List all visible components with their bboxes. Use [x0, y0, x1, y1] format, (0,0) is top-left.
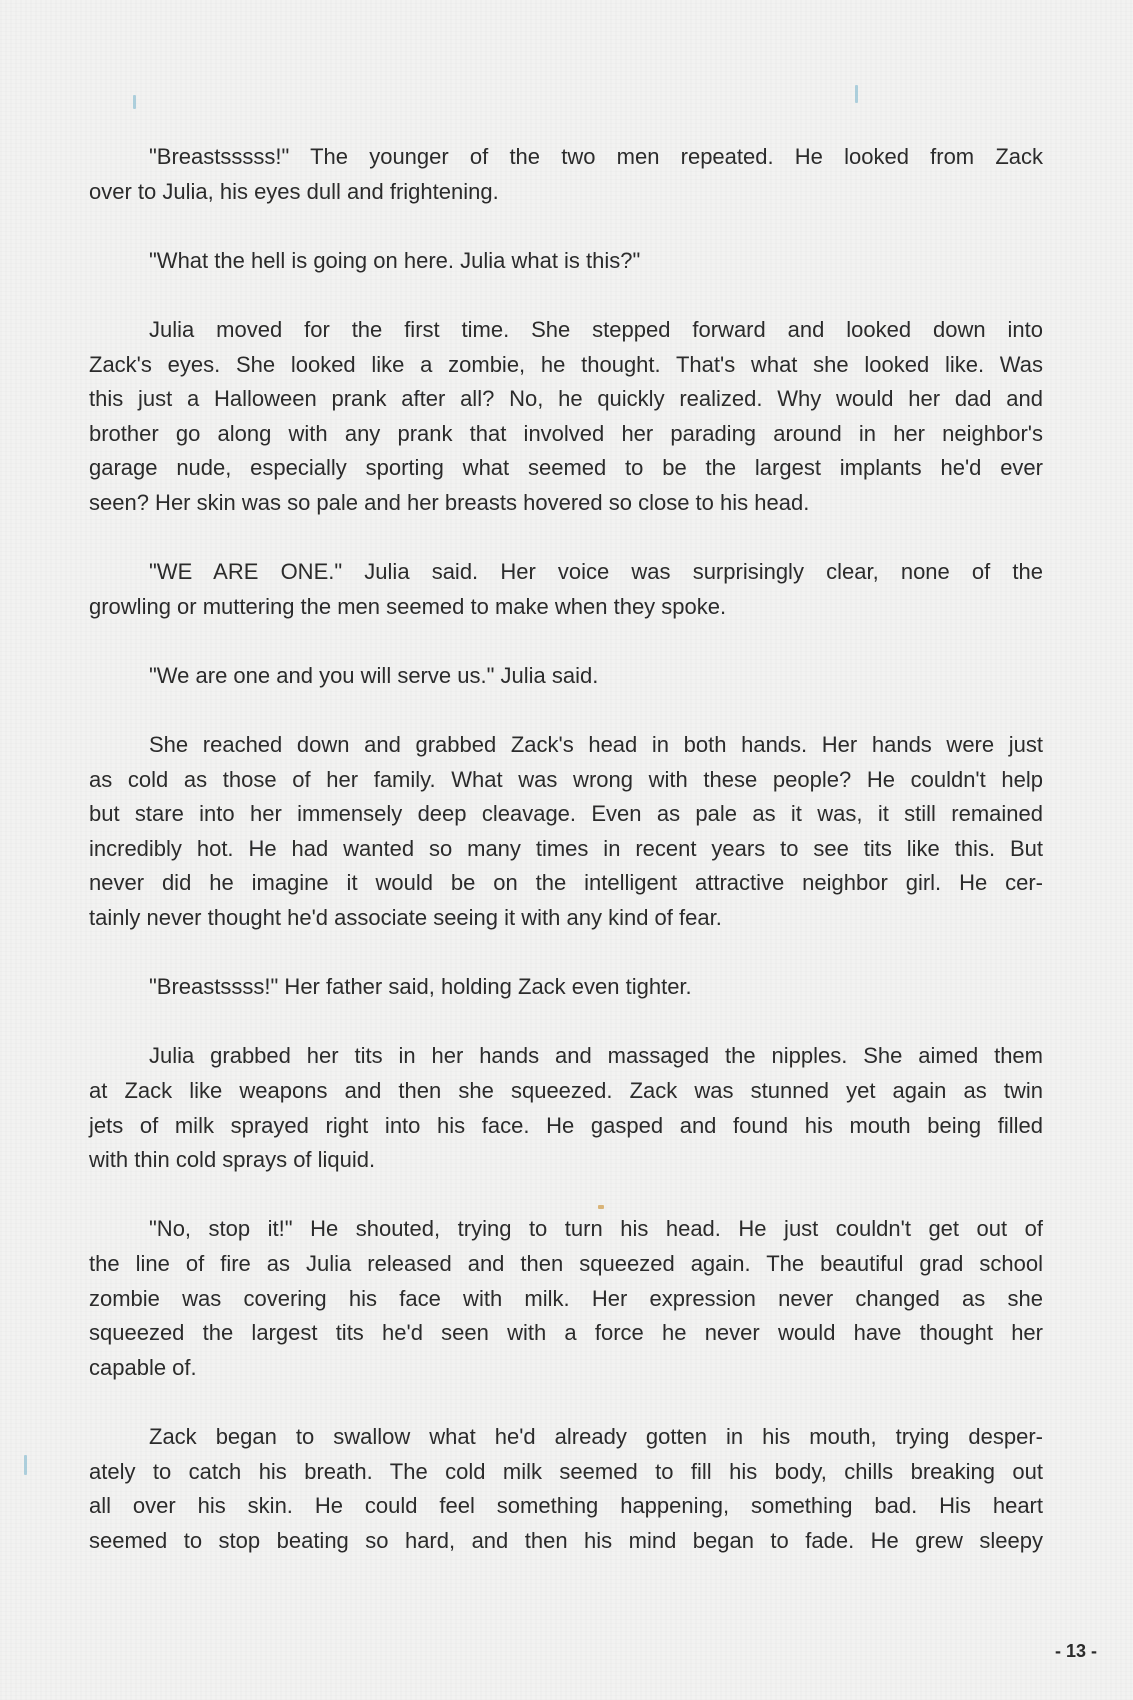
paragraph: [89, 728, 1043, 936]
text-line: seemed to stop beating so hard, and then his mind began to fade. He grew sleepy: [89, 1527, 1043, 1553]
text-line: "Breastsssss!" The younger of the two men repeated. He looked from Zack: [149, 144, 1043, 169]
text-line: jets of milk sprayed right into his face. He gasped and found his mouth being filled: [89, 1112, 1043, 1138]
text-line: tainly never thought he'd associate seeing it with any kind of fear.: [89, 905, 722, 931]
text-line: She reached down and grabbed Zack's head in both hands. Her hands were just: [149, 732, 1043, 758]
paragraph: [89, 140, 1043, 209]
text-line: "WE ARE ONE." Julia said. Her voice was surprisingly clear, none of the: [149, 559, 1043, 585]
text-line: this just a Halloween prank after all? No, he quickly realized. Why would her dad and: [89, 386, 1043, 412]
text-line: never did he imagine it would be on the intelligent attractive neighbor girl. He cer-: [89, 870, 1043, 896]
page-number: - 13 -: [1055, 1641, 1098, 1661]
text-line: Zack's eyes. She looked like a zombie, he thought. That's what she looked like. Was: [89, 351, 1043, 377]
paragraph: [89, 970, 1043, 1005]
paper-speck: [598, 1205, 604, 1209]
paragraph: [89, 313, 1043, 521]
paragraph: [89, 1212, 1043, 1385]
text-line: seen? Her skin was so pale and her breasts hovered so close to his head.: [89, 489, 810, 515]
text-line: with thin cold sprays of liquid.: [89, 1147, 376, 1173]
text-line: growling or muttering the men seemed to make when they spoke.: [89, 593, 727, 619]
text-line: zombie was covering his face with milk. Her expression never changed as she: [89, 1285, 1043, 1311]
text-line: "Breastssss!" Her father said, holding Zack even tighter.: [149, 974, 692, 1000]
text-line: over to Julia, his eyes dull and frightening.: [89, 178, 499, 204]
paper-speck: [24, 1455, 27, 1475]
text-line: as cold as those of her family. What was wrong with these people? He couldn't help: [89, 766, 1043, 792]
text-line: Zack began to swallow what he'd already gotten in his mouth, trying desper-: [149, 1423, 1043, 1449]
paper-speck: [855, 85, 858, 103]
text-line: brother go along with any prank that involved her parading around in her neighbor's: [89, 420, 1043, 446]
page-body: [89, 140, 1043, 1593]
text-line: Julia moved for the first time. She stepped forward and looked down into: [149, 316, 1043, 342]
text-line: garage nude, especially sporting what seemed to be the largest implants he'd ever: [89, 455, 1043, 481]
paper-speck: [133, 95, 136, 109]
paragraph: [89, 659, 1043, 694]
text-line: but stare into her immensely deep cleavage. Even as pale as it was, it still remained: [89, 801, 1043, 827]
text-line: Julia grabbed her tits in her hands and massaged the nipples. She aimed them: [149, 1043, 1043, 1069]
text-line: "What the hell is going on here. Julia what is this?": [149, 247, 641, 273]
paragraph: [89, 555, 1043, 624]
text-line: "We are one and you will serve us." Julia said.: [149, 662, 599, 688]
text-line: ately to catch his breath. The cold milk seemed to fill his body, chills breaking out: [89, 1458, 1043, 1484]
text-line: "No, stop it!" He shouted, trying to turn his head. He just couldn't get out of: [149, 1216, 1043, 1242]
paragraph: [89, 244, 1043, 279]
paragraph: [89, 1039, 1043, 1177]
paragraph: [89, 1420, 1043, 1558]
text-line: the line of fire as Julia released and then squeezed again. The beautiful grad school: [89, 1251, 1043, 1276]
text-line: all over his skin. He could feel something happening, something bad. His heart: [89, 1493, 1043, 1519]
text-line: at Zack like weapons and then she squeezed. Zack was stunned yet again as twin: [89, 1078, 1043, 1104]
text-line: squeezed the largest tits he'd seen with a force he never would have thought her: [89, 1320, 1043, 1346]
text-line: capable of.: [89, 1354, 197, 1380]
text-line: incredibly hot. He had wanted so many times in recent years to see tits like this. But: [89, 835, 1043, 861]
